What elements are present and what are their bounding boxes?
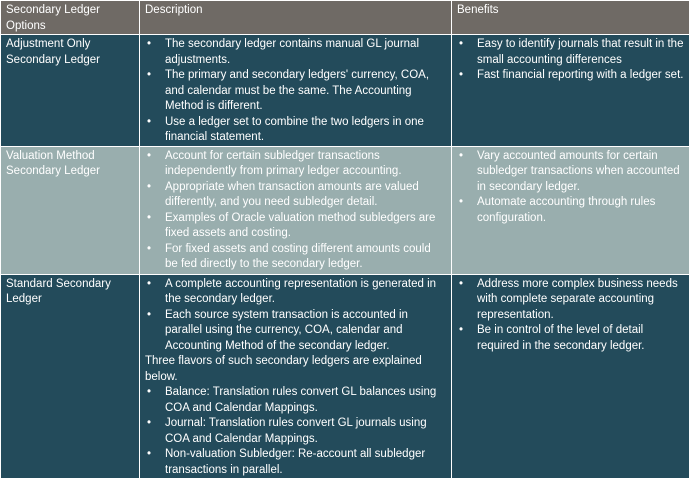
list-item: • The secondary ledger contains manual GL journal adjustments. bbox=[145, 37, 446, 68]
option-cell: Valuation Method Secondary Ledger bbox=[1, 146, 140, 274]
header-options: Secondary Ledger Options bbox=[1, 1, 140, 35]
description-cell bbox=[140, 146, 452, 274]
list-item: • A complete accounting representation is generated in the secondary ledger. bbox=[145, 277, 446, 308]
table-row-valuation-method bbox=[1, 146, 689, 274]
header-row bbox=[1, 1, 689, 35]
list-item: • Each source system transaction is accounted in parallel using the currency, COA, calendar and Accounting Method of the secondary ledger. bbox=[145, 308, 446, 355]
description-note: Three flavors of such secondary ledgers are explained below. bbox=[145, 354, 446, 385]
option-cell: Adjustment Only Secondary Ledger bbox=[1, 35, 140, 147]
description-cell bbox=[140, 35, 452, 147]
benefits-cell bbox=[452, 274, 689, 479]
benefits-cell bbox=[452, 146, 689, 274]
benefits-cell bbox=[452, 35, 689, 147]
list-item: • For fixed assets and costing different amounts could be fed directly to the secondary ledger. bbox=[145, 242, 446, 273]
list-item: • The primary and secondary ledgers' currency, COA, and calendar must be the same. The Accounting Method is different. bbox=[145, 68, 446, 115]
description-list bbox=[145, 37, 446, 146]
table-row-adjustment-only bbox=[1, 35, 689, 147]
list-item: • Easy to identify journals that result in the small accounting differences bbox=[457, 37, 684, 68]
option-cell: Standard Secondary Ledger bbox=[1, 274, 140, 479]
benefits-list bbox=[457, 37, 684, 84]
list-item: • Address more complex business needs with complete separate accounting representation. bbox=[457, 277, 684, 324]
list-item: • Automate accounting through rules configuration. bbox=[457, 195, 684, 226]
list-item: • Appropriate when transaction amounts are valued differently, and you need subledger detail. bbox=[145, 180, 446, 211]
list-item: • Examples of Oracle valuation method subledgers are fixed assets and costing. bbox=[145, 211, 446, 242]
list-item: • Vary accounted amounts for certain subledger transactions when accounted in secondary ledger. bbox=[457, 149, 684, 196]
header-description: Description bbox=[140, 1, 452, 35]
list-item: • Balance: Translation rules convert GL balances using COA and Calendar Mappings. bbox=[145, 385, 446, 416]
description-list bbox=[145, 277, 446, 355]
description-cell bbox=[140, 274, 452, 479]
list-item: • Fast financial reporting with a ledger set. bbox=[457, 68, 684, 84]
list-item: • Non-valuation Subledger: Re-account all subledger transactions in parallel. bbox=[145, 447, 446, 478]
list-item: • Account for certain subledger transactions independently from primary ledger accounting. bbox=[145, 149, 446, 180]
description-list bbox=[145, 149, 446, 273]
list-item: • Journal: Translation rules convert GL journals using COA and Calendar Mappings. bbox=[145, 416, 446, 447]
benefits-list bbox=[457, 149, 684, 227]
table-row-standard bbox=[1, 274, 689, 479]
benefits-list bbox=[457, 277, 684, 355]
header-benefits: Benefits bbox=[452, 1, 689, 35]
list-item: • Be in control of the level of detail required in the secondary ledger. bbox=[457, 323, 684, 354]
list-item: • Use a ledger set to combine the two ledgers in one financial statement. bbox=[145, 115, 446, 146]
flavors-list bbox=[145, 385, 446, 478]
